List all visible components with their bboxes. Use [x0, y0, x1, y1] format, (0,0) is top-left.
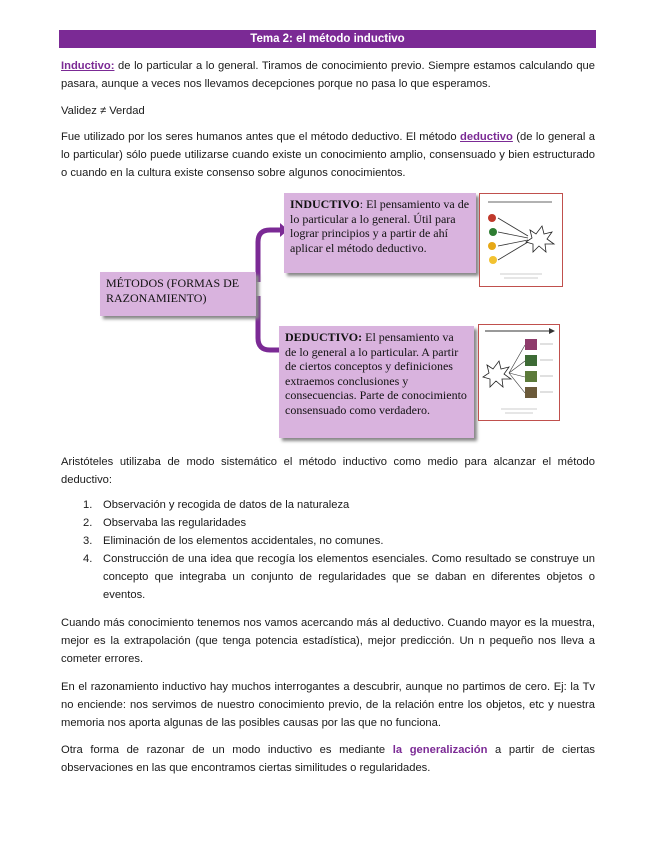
list-item	[83, 550, 595, 604]
reasoning-paragraph: En el razonamiento inductivo hay muchos interrogantes a descubrir, aunque no partimos de cero. Ej: la Tv no enciende: nos servimos de nuestro conocimiento previo, de la relación entre los objetos, etc y nuestra memoria nos aporta algunas de las posibles causas por las que no funciona.	[61, 681, 595, 729]
list-number: 2.	[83, 517, 93, 529]
inductive-box-text: : El pensamiento va de lo particular a lo general. Útil para lograr principios y a partir de ahí aplicar el método deductivo.	[290, 197, 470, 255]
list-text: Eliminación de los elementos accidentales, no comunes.	[103, 535, 384, 547]
inductive-term: Inductivo:	[61, 60, 115, 72]
usage-text-before: Fue utilizado por los seres humanos antes que el método deductivo. El método	[61, 131, 461, 143]
validity-line: Validez ≠ Verdad	[61, 105, 145, 117]
list-item	[83, 532, 595, 550]
inductive-box	[284, 193, 476, 273]
list-text: Observaba las regularidades	[103, 517, 247, 529]
generalization-paragraph	[61, 741, 595, 777]
aristotle-steps	[83, 496, 595, 604]
deductive-illustration	[478, 324, 560, 421]
usage-text-after: (de lo general a lo particular) sólo puede utilizarse cuando existe un conocimiento amplio, consensuado y bien estructurado o cuando en la cultura existe consenso sobre algunos conocimientos.	[61, 131, 595, 179]
list-number: 4.	[83, 553, 93, 565]
generalization-text-after: a partir de ciertas observaciones en las que encontramos ciertas similitudes o regularidades.	[61, 744, 596, 774]
intro-paragraph	[61, 57, 595, 93]
deductive-box-text: El pensamiento va de lo general a lo particular. A partir de ciertos conceptos y definiciones extraemos conclusiones y consecuencias. Parte de conocimiento consensuado como verdadero.	[285, 330, 467, 417]
generalization-highlight: la generalización	[392, 744, 488, 756]
list-text: Construcción de una idea que recogía los elementos esenciales. Como resultado se construye un concepto que integraba un conjunto de regularidades que se daban en diferentes objetos o eventos.	[103, 553, 595, 601]
intro-text: de lo particular a lo general. Tiramos de conocimiento previo. Siempre estamos calculando que pasara, aunque a veces nos llevamos decepciones porque no pasa lo que esperamos.	[61, 60, 595, 90]
list-item	[83, 496, 595, 514]
methods-box: MÉTODOS (FORMAS DE RAZONAMIENTO)	[100, 272, 256, 316]
generalization-text-before: Otra forma de razonar de un modo inductivo es mediante	[61, 744, 393, 756]
deductive-box-title: DEDUCTIVO:	[285, 330, 363, 344]
usage-paragraph	[61, 128, 595, 182]
page-title: Tema 2: el método inductivo	[59, 30, 596, 48]
deductive-link: deductivo	[460, 131, 513, 143]
sample-size-paragraph: Cuando más conocimiento tenemos nos vamos acercando más al deductivo. Cuando mayor es la muestra, mejor es la extrapolación (que tenga potencia estadística), mejor predicción. Un n pequeño nos lleva a cometer errores.	[61, 617, 595, 665]
list-text: Observación y recogida de datos de la naturaleza	[103, 499, 350, 511]
inductive-illustration	[479, 193, 563, 287]
list-item	[83, 514, 595, 532]
aristotle-paragraph: Aristóteles utilizaba de modo sistemático el método inductivo como medio para alcanzar el método deductivo:	[61, 456, 595, 486]
inductive-box-title: INDUCTIVO	[290, 197, 360, 211]
deductive-box	[279, 326, 474, 438]
list-number: 3.	[83, 535, 93, 547]
list-number: 1.	[83, 499, 93, 511]
